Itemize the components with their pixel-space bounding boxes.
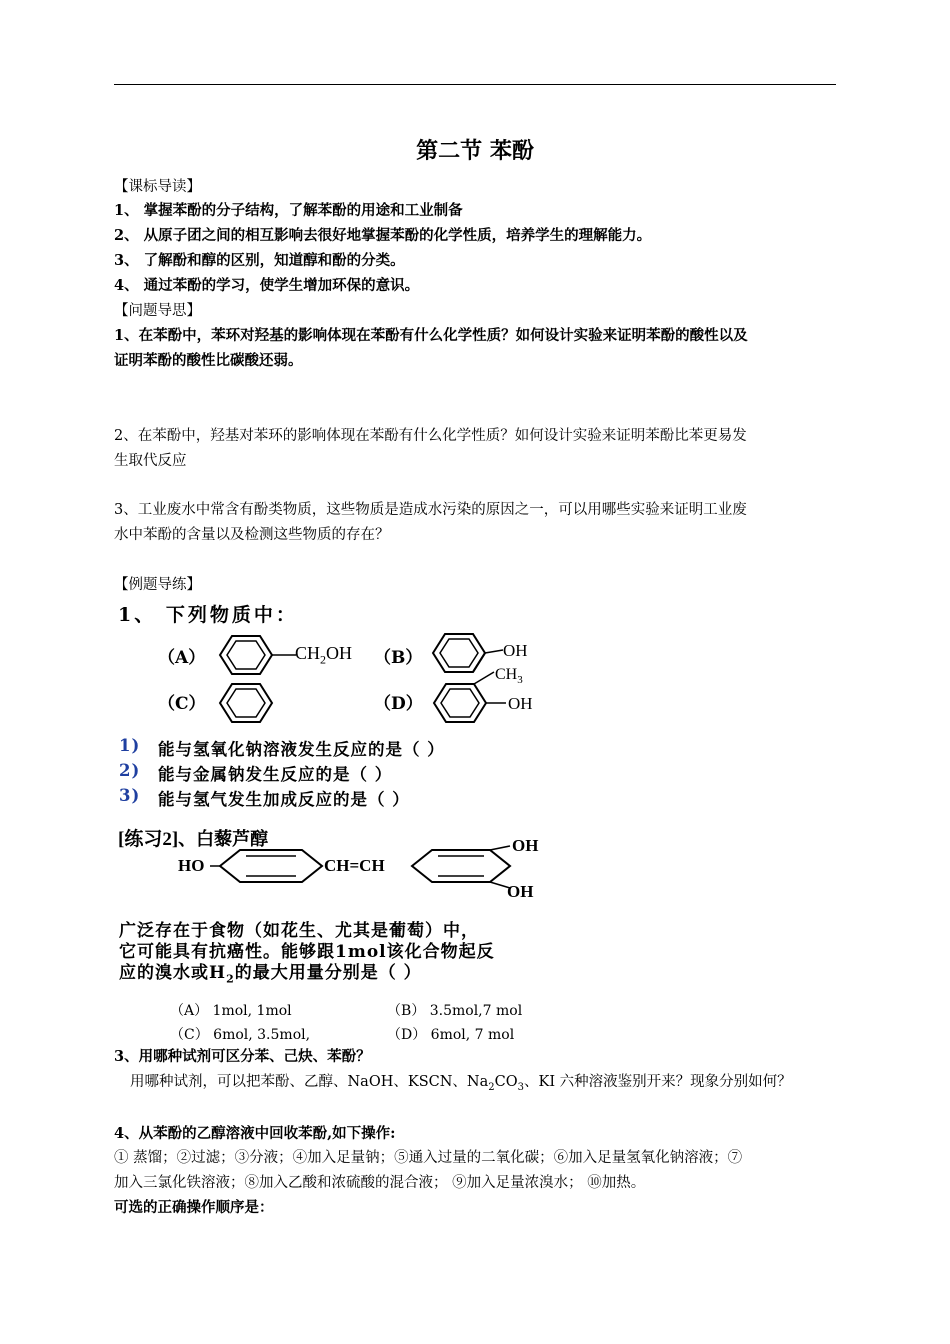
oh-group-b: OH [503, 641, 528, 660]
practice-2-option-c: （C） 6mol, 3.5mol, [170, 1027, 311, 1043]
ex1-question-3: 能与氢气发生加成反应的是（ ） [158, 790, 410, 809]
guide-item-3: 3、 了解酚和醇的区别，知道醇和酚的分类。 [114, 252, 405, 269]
ho-group: HO [178, 856, 205, 875]
practice-2-option-d: （D） 6mol, 7 mol [387, 1027, 515, 1043]
practice-2-heading: [练习2]、白藜芦醇 [118, 829, 269, 850]
guide-item-2: 2、 从原子团之间的相互影响去很好地掌握苯酚的化学性质，培养学生的理解能力。 [114, 227, 652, 244]
ex1-question-number-2: 2) [119, 761, 141, 780]
section-guide-header: 【课标导读】 [114, 179, 201, 195]
header-rule [114, 84, 836, 85]
question-3-line-2: 水中苯酚的含量以及检测这些物质的存在？ [114, 527, 390, 543]
option-d-label: （D） [374, 694, 423, 714]
section-question-header: 【问题导思】 [114, 303, 201, 319]
example-4-line-2: ① 蒸馏；②过滤；③分液；④加入足量钠；⑤通入过量的二氧化碳；⑥加入足量氢氧化钠溶液；⑦ [114, 1150, 743, 1166]
question-1-line-1: 1、在苯酚中，苯环对羟基的影响体现在苯酚有什么化学性质？如何设计实验来证明苯酚的酸性以及 [114, 327, 748, 344]
ex1-question-number-1: 1) [119, 736, 141, 755]
practice-2-body-line-3: 应的溴水或$H_2$的最大用量分别是（ ） [119, 963, 422, 986]
practice-2-body-line-2: 它可能具有抗癌性。能够跟1mol该化合物起反 [119, 942, 495, 962]
ex1-question-number-3: 3) [119, 786, 141, 805]
example-4-line-4: 可选的正确操作顺序是： [114, 1199, 274, 1216]
example-4-line-1: 4、从苯酚的乙醇溶液中回收苯酚,如下操作: [114, 1125, 396, 1142]
example-3-line-2: 用哪种试剂，可以把苯酚、乙醇、NaOH、KSCN、$Na_2CO_3$、KI 六种溶液鉴别开来？现象分别如何？ [130, 1074, 792, 1093]
option-b-label: （B） [374, 648, 423, 668]
section-example-header: 【例题导练】 [114, 577, 201, 593]
option-a-label: （A） [158, 648, 206, 668]
practice-2-body-line-1: 广泛存在于食物（如花生、尤其是葡萄）中， [119, 921, 479, 941]
question-2-line-1: 2、在苯酚中，羟基对苯环的影响体现在苯酚有什么化学性质？如何设计实验来证明苯酚比苯更易发 [114, 428, 747, 444]
example-4-line-3: 加入三氯化铁溶液；⑧加入乙酸和浓硫酸的混合液； ⑨加入足量浓溴水； ⑩加热。 [114, 1175, 646, 1191]
practice-2-option-a: （A） 1mol, 1mol [170, 1003, 292, 1019]
ch3-group: $CH_3$ [495, 666, 523, 687]
guide-item-4: 4、 通过苯酚的学习，使学生增加环保的意识。 [114, 277, 420, 294]
guide-item-1: 1、 掌握苯酚的分子结构，了解苯酚的用途和工业制备 [114, 202, 463, 219]
ex1-question-1: 能与氢氧化钠溶液发生反应的是（ ） [158, 740, 445, 759]
example-1-heading: 1、 下列物质中： [118, 604, 298, 626]
oh-group-bottom: OH [507, 882, 534, 901]
cresol-ring-d-icon [428, 678, 518, 728]
example-3-line-1: 3、用哪种试剂可区分苯、己炔、苯酚？ [114, 1048, 371, 1065]
oh-group-top: OH [512, 836, 539, 855]
option-c-label: （C） [158, 694, 206, 714]
practice-2-option-b: （B） 3.5mol,7 mol [387, 1003, 523, 1019]
question-2-line-2: 生取代反应 [114, 453, 187, 469]
ch2oh-group: $CH_2OH$ [295, 643, 353, 667]
question-3-line-1: 3、工业废水中常含有酚类物质，这些物质是造成水污染的原因之一，可以用哪些实验来证明工业废 [114, 502, 747, 518]
ex1-question-2: 能与金属钠发生反应的是（ ） [158, 765, 393, 784]
oh-group-d: OH [508, 694, 533, 713]
page-title: 第二节 苯酚 [416, 139, 534, 164]
benzene-ring-c-icon [214, 680, 284, 730]
ch-ch-bridge: CH=CH [324, 856, 385, 875]
question-1-line-2: 证明苯酚的酸性比碳酸还弱。 [114, 352, 303, 369]
benzene-ring-a-icon [210, 630, 305, 680]
